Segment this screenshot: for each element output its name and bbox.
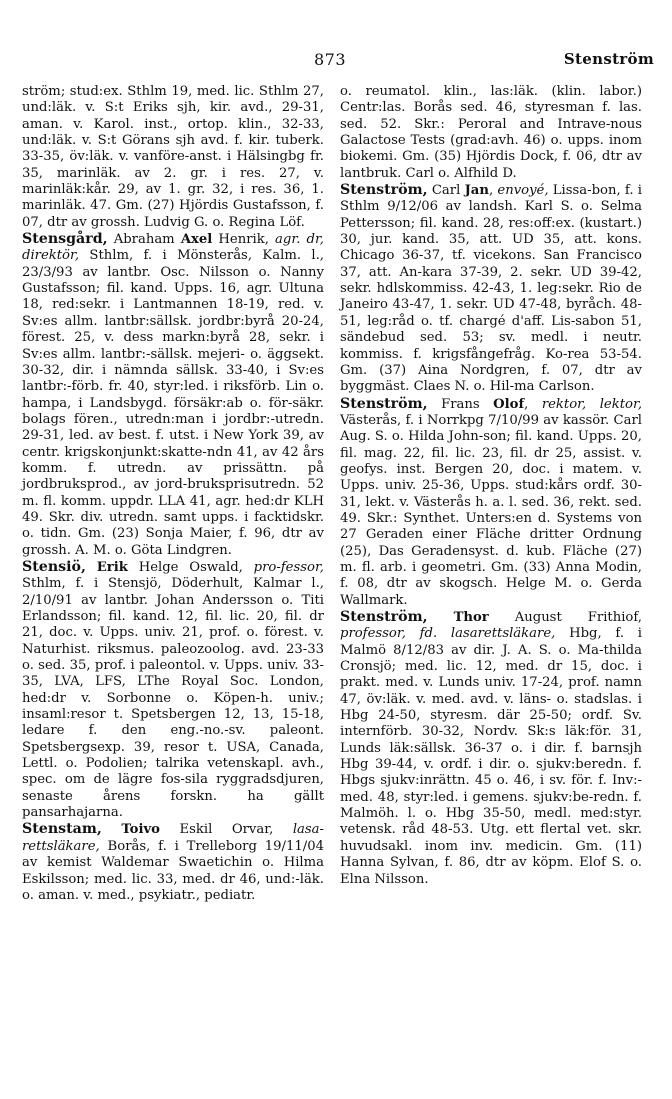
entry-given-post: Helge Oswald, — [127, 559, 254, 575]
right-column — [340, 84, 642, 888]
entry-surname: Stensiö, — [22, 558, 86, 575]
entry-continuation — [22, 84, 324, 231]
entry-text: Sthlm, f. i Mönsterås, Kalm. l., 23/3/93 av lantbr. Osc. Nilsson o. Nanny Gustafsson; fil. kand. Upps. 16, agr. Ultuna 18, red:sekr. i Lantmannen 18-19, red. v. Sv:es allm. lantbr:sällsk. jordbr:byrå 20-24, förest. 25, v. dess markn:byrå 28, sekr. i Sv:es allm. lantbr:-sällsk. mejeri- o. äggsekt. 30-32, dir. i nämnda sällsk. 33-40, i Sv:es lantbr:-förb. fr. 40, styr:led. i riksförb. Lin o. hampa, i Landsbygd. försäkr:ab o. för-säkr. bolags fören., utredn:man i jordbr:-utredn. 29-31, led. av best. f. utst. i New York 39, av centr. krigskonjunkt:skatte-ndn 41, av 42 års komm. f. utredn. av prissättn. på jordbruksprod., av jord-bruksprisutredn. 52 m. fl. komm. uppdr. LLA 41, agr. hed:dr KLH 49. Skr. div. utredn. samt upps. i facktidskr. o. tidn. Gm. (23) Sonja Maier, f. 96, dtr av grossh. A. M. o. Göta Lindgren. — [22, 248, 324, 558]
entry-given-bold: Erik — [96, 559, 128, 575]
entry-surname: Stenström, — [340, 182, 428, 199]
entry-continuation — [340, 84, 642, 182]
entry-stenstrom-jan — [340, 182, 642, 395]
entry-stenstrom-olof — [340, 396, 642, 609]
entry-given-bold: Toivo — [121, 822, 160, 838]
entry-text: Hbg, f. i Malmö 8/12/83 av dir. J. A. S. o. Ma-thilda Cronsjö; med. lic. 12, med. dr 15, doc. i prakt. med. v. Lunds univ. 17-24, prof. namn 47, öv:läk. v. med. avd. v. läns- o. stadslas. i Hbg 24-50, styresm. där 25-50; ordf. Sv. internförb. 30-32, Nordv. Sk:s läk:för. 31, Lunds läk:sällsk. 36-37 o. i dir. f. barnsjh Hbg 39-44, v. ordf. i dir. o. sjukv:beredn. f. Hbgs sjukv:inrättn. 45 o. 46, i sv. för. f. Inv:-med. 48, styr:led. i gemens. sjukv:be-redn. f. Malmöh. l. o. Hbg 35-50, medl. med:styr. vetensk. råd 48-53. Utg. ett flertal vet. skr. huvudsakl. inom inv. medicin. Gm. (11) Hanna Sylvan, f. 86, dtr av köpm. Elof S. o. Elna Nilsson. — [340, 626, 642, 887]
left-column — [22, 84, 324, 904]
entry-text: Sthlm, f. i Stensjö, Döderhult, Kalmar l., 2/10/91 av lantbr. Johan Andersson o. Titi Erlandsson; fil. kand. 12, fil. lic. 20, fil. dr 21, doc. v. Upps. univ. 21, prof. o. förest. v. Naturhist. riksmus. paleozoolog. avd. 23-33 o. sed. 35, prof. i paleontol. v. Upps. univ. 33-35, LVA, LFS, LThe Royal Soc. London, hed:dr v. Sorbonne o. Köpen-h. univ.; insaml:resor t. Spetsbergen 12, 13, 15-18, ledare f. den eng.-no.-sv. paleont. Spetsbergsexp. 39, resor t. USA, Canada, Lettl. o. Podolien; talrika vetenskapl. avh., spec. om de lägre fos-sila ryggradsdjuren, senaste årens forskn. ha gällt pansarhajarna. — [22, 576, 324, 821]
entry-title: professor, fd. lasarettsläkare, — [340, 626, 556, 642]
entry-given-pre — [86, 560, 97, 575]
entry-given-bold: Thor — [453, 610, 489, 625]
entry-given-post: August Frithiof, — [488, 610, 642, 625]
entry-text: ström; stud:ex. Sthlm 19, med. lic. Sthlm 27, und:läk. v. S:t Eriks sjh, kir. avd., 29-31, aman. v. Karol. inst., ortop. klin., 32-33, und:läk. v. S:t Görans sjh avd. f. kir. tuberk. 33-35, öv:läk. v. vanföre-anst. i Hälsingbg fr. 35, marinläk. av 2. gr. i res. 27, v. marinläk:kår. 29, av 1. gr. 32, i res. 36, 1. marinläk. 47. Gm. (27) Hjördis Gustafsson, f. 07, dtr av grossh. Ludvig G. o. Regina Löf. — [22, 84, 324, 230]
entry-surname: Stenström, — [340, 609, 428, 625]
entry-given-post: Eskil Orvar, — [159, 822, 293, 838]
entry-given-pre: Abraham — [107, 232, 181, 248]
entry-surname: Stensgård, — [22, 231, 108, 248]
entry-text: Lissa-bon, f. i Sthlm 9/12/06 av landsh. Karl S. o. Selma Pettersson; fil. kand. 28, res:off:ex. (kustart.) 30, jur. kand. 35, att. UD 35, att. kons. Chicago 36-37, tf. vicekons. San Francisco 37, att. An-kara 37-39, 2. sekr. UD 39-42, sekr. hdlskommiss. 42-43, 1. leg:sekr. Rio de Janeiro 43-47, 1. sekr. UD 47-48, byråch. 48-51, leg:råd o. tf. chargé d'aff. Lis-sabon 51, sändebud sed. 53; sv. medl. i neutr. kommiss. f. krigsfångefråg. Ko-rea 53-54. Gm. (37) Aina Nordgren, f. 07, dtr av byggmäst. Claes N. o. Hil-ma Carlson. — [340, 183, 643, 395]
entry-given-bold: Axel — [180, 232, 213, 248]
entry-given-post: , — [488, 183, 498, 199]
entry-surname: Stenström, — [340, 395, 428, 412]
entry-given-post: Henrik, — [212, 232, 276, 248]
entry-title: pro-fessor, — [253, 559, 324, 575]
entry-given-pre: Frans — [427, 396, 494, 412]
entry-stenstam — [22, 821, 324, 904]
entry-given-post: , — [524, 396, 542, 412]
entry-title: agr. dr, direktör, — [22, 232, 324, 264]
entry-text: Västerås, f. i Norrkpg 7/10/99 av kassör. Carl Aug. S. o. Hilda John-son; fil. kand. Upps. 20, fil. mag. 22, fil. lic. 23, fil. dr 25, assist. v. geofys. inst. Bergen 20, doc. i matem. v. Upps. univ. 25-36, Upps. stud:kårs ordf. 30-31, lekt. v. Västerås h. a. l. sed. 36, rekt. sed. 49. Skr.: Synthet. Unters:en d. Systems von 27 Geraden einer Fläche dritter Ordnung (25), Das Geradensyst. d. kub. Fläche (27) m. fl. arb. i geometri. Gm. (33) Anna Modin, f. 08, dtr av skogsch. Helge M. o. Gerda Wallmark. — [340, 412, 642, 608]
entry-title: rektor, lektor, — [541, 396, 643, 412]
running-head: Stenström — [563, 50, 654, 68]
entry-surname: Stenstam, — [22, 821, 102, 838]
entry-stenstrom-thor — [340, 609, 642, 888]
entry-stensgard — [22, 231, 324, 559]
entry-given-pre — [102, 822, 122, 837]
entry-text: Borås, f. i Trelleborg 19/11/04 av kemist Waldemar Swaetichin o. Hilma Eskilsson; med. lic. 33, med. dr 46, und:-läk. o. aman. v. med., psykiatr., pediatr. — [22, 838, 324, 903]
entry-title: envoyé, — [497, 183, 549, 199]
entry-given-bold: Jan — [464, 183, 489, 199]
entry-given-pre: Carl — [427, 183, 465, 199]
entry-title: lasa-rettsläkare, — [22, 822, 324, 854]
entry-text: o. reumatol. klin., las:läk. (klin. labor.) Centr:las. Borås sed. 46, styresman f. las. sed. 52. Skr.: Peroral and Intrave-nous Galactose Tests (grad:avh. 46) o. upps. inom biokemi. Gm. (35) Hjördis Dock, f. 06, dtr av lantbruk. Carl o. Alfhild D. — [340, 84, 642, 181]
page-number: 873 — [313, 50, 347, 69]
entry-given-pre — [428, 610, 454, 625]
entry-given-bold: Olof — [493, 396, 525, 412]
entry-stensio — [22, 559, 324, 822]
